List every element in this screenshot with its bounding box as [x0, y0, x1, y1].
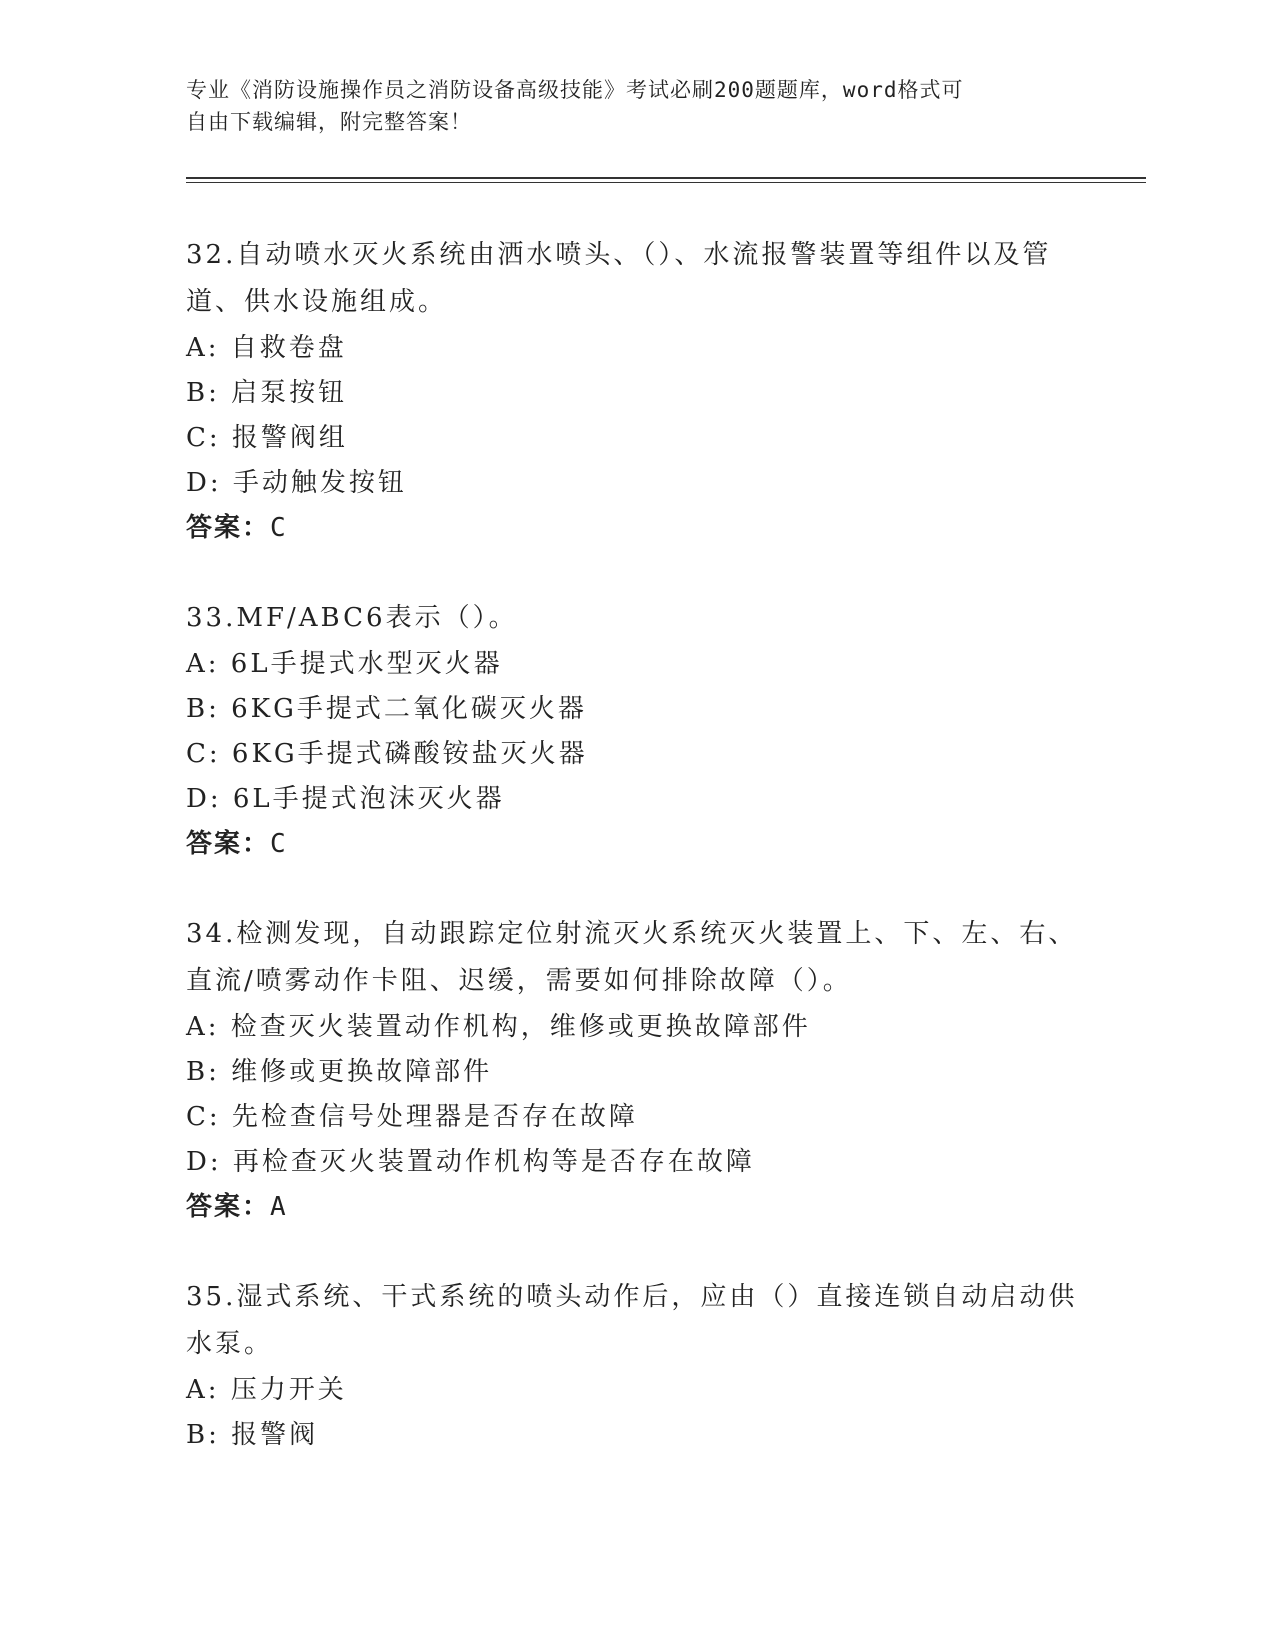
answer-line — [186, 506, 1086, 551]
question-stem-line: 34.检测发现，自动跟踪定位射流灭火系统灭火装置上、下、左、右、 — [186, 919, 1078, 949]
option-d: D: 再检查灭火装置动作机构等是否存在故障 — [186, 1147, 755, 1177]
question-35 — [186, 1274, 1086, 1458]
question-stem-line: 道、供水设施组成。 — [186, 287, 448, 317]
answer-value: C — [270, 829, 288, 859]
option-b: B: 维修或更换故障部件 — [186, 1057, 493, 1087]
header-divider-thick — [186, 177, 1146, 179]
question-stem-line: 33.MF/ABC6表示（）。 — [186, 603, 518, 633]
option-a: A: 自救卷盘 — [186, 333, 347, 363]
answer-line — [186, 1185, 1086, 1230]
option-d: D: 手动触发按钮 — [186, 468, 407, 498]
option-c: C: 报警阀组 — [186, 423, 348, 453]
question-32 — [186, 232, 1086, 551]
answer-label: 答案： — [186, 513, 271, 543]
option-a: A: 检查灭火装置动作机构，维修或更换故障部件 — [186, 1012, 811, 1042]
answer-label: 答案： — [186, 829, 271, 859]
question-stem-line: 水泵。 — [186, 1329, 274, 1359]
answer-value: C — [270, 513, 288, 543]
question-33 — [186, 595, 1086, 867]
answer-line — [186, 822, 1086, 867]
option-c: C: 先检查信号处理器是否存在故障 — [186, 1102, 638, 1132]
answer-label: 答案： — [186, 1192, 271, 1222]
header-line-2: 自由下载编辑，附完整答案！ — [186, 110, 472, 134]
option-a: A: 6L手提式水型灭火器 — [186, 649, 503, 679]
answer-value: A — [270, 1192, 288, 1222]
option-c: C: 6KG手提式磷酸铵盐灭火器 — [186, 739, 588, 769]
option-d: D: 6L手提式泡沫灭火器 — [186, 784, 505, 814]
option-b: B: 启泵按钮 — [186, 378, 348, 408]
question-stem-line: 32.自动喷水灭火系统由洒水喷头、（）、水流报警装置等组件以及管 — [186, 240, 1052, 270]
option-b: B: 6KG手提式二氧化碳灭火器 — [186, 694, 587, 724]
question-stem-line: 直流/喷雾动作卡阻、迟缓，需要如何排除故障（）。 — [186, 966, 852, 996]
question-list — [186, 232, 1086, 1502]
question-34 — [186, 911, 1086, 1230]
document-header — [186, 74, 1066, 138]
question-stem-line: 35.湿式系统、干式系统的喷头动作后，应由（）直接连锁自动启动供 — [186, 1282, 1078, 1312]
header-divider-thin — [186, 182, 1146, 183]
option-b: B: 报警阀 — [186, 1420, 319, 1450]
option-a: A: 压力开关 — [186, 1375, 347, 1405]
header-line-1: 专业《消防设施操作员之消防设备高级技能》考试必刷200题题库，word格式可 — [186, 78, 964, 102]
